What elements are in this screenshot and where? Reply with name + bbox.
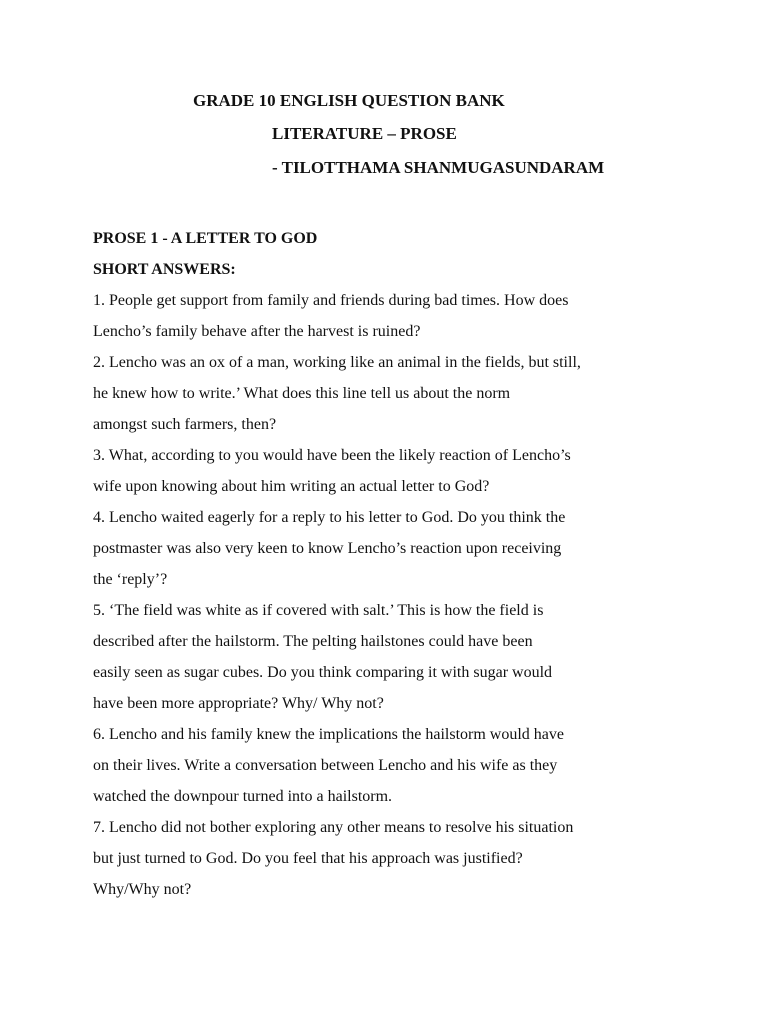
question-line: watched the downpour turned into a hailstorm. bbox=[93, 788, 393, 805]
section-title: PROSE 1 - A LETTER TO GOD bbox=[93, 230, 318, 247]
question-item bbox=[93, 440, 713, 502]
question-item bbox=[93, 347, 713, 440]
question-line: wife upon knowing about him writing an actual letter to God? bbox=[93, 478, 490, 495]
section-subtitle: SHORT ANSWERS: bbox=[93, 261, 236, 278]
question-line: the ‘reply’? bbox=[93, 571, 168, 588]
question-item bbox=[93, 502, 713, 595]
question-line: on their lives. Write a conversation between Lencho and his wife as they bbox=[93, 757, 558, 774]
question-item bbox=[93, 812, 713, 905]
question-line: 2. Lencho was an ox of a man, working like an animal in the fields, but still, bbox=[93, 354, 581, 371]
document-title: GRADE 10 ENGLISH QUESTION BANK bbox=[193, 91, 505, 110]
question-line: 3. What, according to you would have been the likely reaction of Lencho’s bbox=[93, 447, 571, 464]
document-body bbox=[93, 223, 713, 905]
question-line: Lencho’s family behave after the harvest is ruined? bbox=[93, 323, 421, 340]
question-item bbox=[93, 719, 713, 812]
question-line: 4. Lencho waited eagerly for a reply to his letter to God. Do you think the bbox=[93, 509, 566, 526]
document-author: - TILOTTHAMA SHANMUGASUNDARAM bbox=[272, 158, 605, 177]
question-line: have been more appropriate? Why/ Why not? bbox=[93, 695, 384, 712]
question-item bbox=[93, 285, 713, 347]
question-line: 5. ‘The field was white as if covered with salt.’ This is how the field is bbox=[93, 602, 544, 619]
question-line: but just turned to God. Do you feel that his approach was justified? bbox=[93, 850, 523, 867]
question-line: he knew how to write.’ What does this line tell us about the norm bbox=[93, 385, 511, 402]
question-line: postmaster was also very keen to know Lencho’s reaction upon receiving bbox=[93, 540, 562, 557]
question-line: 1. People get support from family and friends during bad times. How does bbox=[93, 292, 569, 309]
question-line: described after the hailstorm. The pelting hailstones could have been bbox=[93, 633, 533, 650]
question-line: easily seen as sugar cubes. Do you think comparing it with sugar would bbox=[93, 664, 553, 681]
question-line: 6. Lencho and his family knew the implications the hailstorm would have bbox=[93, 726, 565, 743]
question-item bbox=[93, 595, 713, 719]
question-line: amongst such farmers, then? bbox=[93, 416, 277, 433]
question-line: Why/Why not? bbox=[93, 881, 192, 898]
question-line: 7. Lencho did not bother exploring any other means to resolve his situation bbox=[93, 819, 574, 836]
document-subtitle: LITERATURE – PROSE bbox=[272, 124, 457, 143]
question-list bbox=[93, 285, 713, 905]
